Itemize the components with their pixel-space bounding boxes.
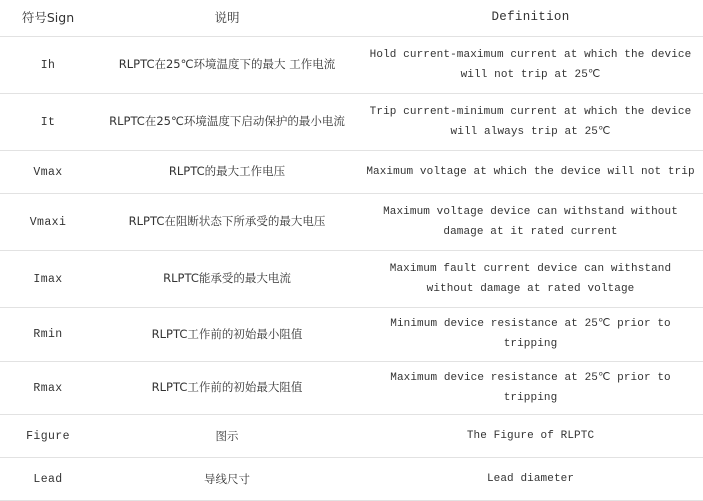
cell-sign: It: [0, 94, 96, 151]
cell-sign: Imax: [0, 251, 96, 308]
cell-description: RLPTC的最大工作电压: [96, 151, 358, 194]
table-row: [0, 458, 703, 501]
cell-definition: Maximum device resistance at 25℃ prior to tripping: [358, 361, 703, 415]
cell-description: RLPTC能承受的最大电流: [96, 251, 358, 308]
cell-definition: Maximum fault current device can withstand without damage at rated voltage: [358, 251, 703, 308]
table-row: [0, 37, 703, 94]
cell-definition: Maximum voltage device can withstand without damage at it rated current: [358, 194, 703, 251]
cell-sign: Lead: [0, 458, 96, 501]
cell-description: RLPTC工作前的初始最大阻值: [96, 361, 358, 415]
table-row: [0, 151, 703, 194]
table-header-row: [0, 0, 703, 37]
cell-definition: Hold current-maximum current at which the device will not trip at 25℃: [358, 37, 703, 94]
cell-sign: Vmax: [0, 151, 96, 194]
cell-sign: Ih: [0, 37, 96, 94]
cell-description: 图示: [96, 415, 358, 458]
cell-sign: Vmaxi: [0, 194, 96, 251]
cell-definition: Trip current-minimum current at which the device will always trip at 25℃: [358, 94, 703, 151]
cell-sign: Rmin: [0, 308, 96, 362]
cell-sign: Rmax: [0, 361, 96, 415]
column-header-description: 说明: [96, 0, 358, 37]
cell-description: RLPTC在25℃环境温度下的最大 工作电流: [96, 37, 358, 94]
cell-description: RLPTC在25℃环境温度下启动保护的最小电流: [96, 94, 358, 151]
cell-description: RLPTC在阻断状态下所承受的最大电压: [96, 194, 358, 251]
cell-definition: Lead diameter: [358, 458, 703, 501]
table-header: [0, 0, 703, 37]
table-row: [0, 308, 703, 362]
table-row: [0, 361, 703, 415]
column-header-definition: Definition: [358, 0, 703, 37]
cell-definition: Minimum device resistance at 25℃ prior to tripping: [358, 308, 703, 362]
table-row: [0, 415, 703, 458]
cell-definition: The Figure of RLPTC: [358, 415, 703, 458]
table-row: [0, 94, 703, 151]
cell-sign: Figure: [0, 415, 96, 458]
table-body: [0, 37, 703, 501]
cell-description: RLPTC工作前的初始最小阻值: [96, 308, 358, 362]
column-header-sign: 符号Sign: [0, 0, 96, 37]
cell-description: 导线尺寸: [96, 458, 358, 501]
table-row: [0, 251, 703, 308]
cell-definition: Maximum voltage at which the device will not trip: [358, 151, 703, 194]
table-row: [0, 194, 703, 251]
